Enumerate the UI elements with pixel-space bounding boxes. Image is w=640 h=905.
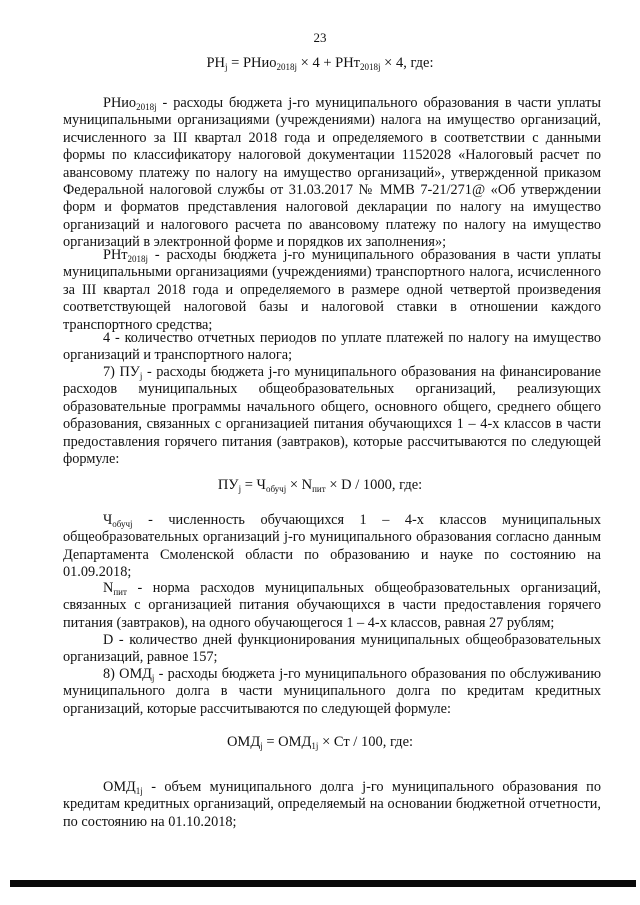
item-7	[63, 364, 601, 468]
formula-rn: $РН_j$ = РНио$_{2018j}$ × 4 + РНт$_{2018j}$ × 4, где:	[206, 55, 434, 72]
formula-pu-term-a-sub: обучj	[265, 484, 287, 494]
definition-d-text: D - количество дней функционирования муниципальных общеобразовательных организаций, равное 157;	[63, 632, 601, 666]
formula-omd-tail: × Ст / 100, где:	[322, 734, 414, 750]
definition-rnt-text: - расходы бюджета j-го муниципального образования в части уплаты муниципальными организациями (учреждениями) транспортного налога, исчисленного за III квартал 2018 года и определяемого в размере одной четвертой произведения соответствующей налоговой базы и налоговой ставки в отношении каждого транспортного средства;	[63, 247, 601, 333]
formula-pu-term-b-sub: пит	[312, 484, 326, 494]
formula-pu-lhs-sub: j	[238, 484, 242, 494]
item-8	[63, 666, 601, 718]
formula-rn-term-a-sub: 2018j	[276, 62, 298, 72]
formula-rn-term-a: РНио	[242, 55, 277, 71]
formula-omd-term-a: = ОМД	[266, 734, 312, 750]
formula-pu-tail: × D / 1000, где:	[329, 477, 423, 493]
definition-n-text: - норма расходов муниципальных общеобразовательных организаций, связанных с организацией питания обучающихся в части предоставления горячего питания (завтраков), на одного обучающегося 1 – 4-х классов, равная 27 рублям;	[63, 580, 601, 631]
formula-pu-term-a: = Ч	[244, 477, 266, 493]
formula-pu-lhs: ПУ	[217, 477, 239, 493]
definition-rnio-term: РНио	[103, 95, 137, 111]
formula-pu-term-b: × N	[289, 477, 313, 493]
definition-ch-sub: обучj	[112, 519, 133, 529]
formula-rn-lhs-sub: j	[225, 62, 228, 72]
page-number: 23	[313, 30, 327, 45]
definition-omd1-sub: 1j	[135, 786, 143, 796]
definition-omd1	[63, 779, 601, 831]
definition-n-term: N	[103, 580, 114, 596]
definition-n-sub: пит	[113, 587, 127, 597]
definition-rnt-sub: 2018j	[127, 254, 149, 264]
definition-rnio	[63, 95, 601, 252]
formula-rn-term-b: × 4 + РНт	[300, 55, 361, 71]
formula-rn-lhs: РН	[206, 55, 226, 71]
item-7-sub: j	[139, 371, 143, 381]
definition-rnt-term: РНт	[103, 247, 128, 263]
item-8-term: 8) ОМД	[103, 666, 152, 682]
definition-omd1-term: ОМД	[103, 779, 136, 795]
formula-omd-term-a-sub: 1j	[311, 741, 319, 751]
definition-rnio-sub: 2018j	[136, 102, 157, 112]
item-8-sub: j	[151, 673, 155, 683]
formula-rn-term-b-sub: 2018j	[360, 62, 381, 72]
formula-pu	[0, 477, 640, 494]
definition-ch-text: - численность обучающихся 1 – 4-х классов муниципальных общеобразовательных организаций j-го муниципального образования согласно данным Департамента Смоленской области по образованию и науке по состоянию на 01.09.2018;	[63, 512, 601, 581]
definition-n	[63, 580, 601, 632]
definition-four-text: 4 - количество отчетных периодов по уплате платежей по налогу на имущество организаций и транспортного налога;	[63, 330, 601, 364]
formula-omd-lhs: ОМД	[226, 734, 261, 750]
formula-omd	[0, 734, 640, 751]
formula-omd-lhs-sub: j	[260, 741, 263, 751]
item-7-term: 7) ПУ	[103, 364, 140, 380]
scan-bottom-edge	[10, 880, 636, 887]
definition-rnio-text: - расходы бюджета j-го муниципального образования в части уплаты муниципальными организациями (учреждениями) налога на имущество организаций, исчисленного за III квартал 2018 года и определяемого в соответствии с данными формы по классификатору налоговой документации 1152028 «Налоговый расчет по авансовому платежу по налогу на имущество организаций», утвержденной приказом Федеральной налоговой службы от 31.03.2017 № ММВ 7-21/271@ «Об утверждении форм и форматов представления налоговой декларации по налогу на имущество организаций и налогового расчета по авансовому платежу по налогу на имущество организаций в электронной форме и порядков их заполнения»;	[63, 95, 601, 251]
definition-rnt	[63, 247, 601, 334]
definition-ch-term: Ч	[103, 512, 113, 528]
definition-d	[63, 632, 601, 667]
definition-ch	[63, 512, 601, 582]
definition-four	[63, 330, 601, 365]
formula-rn-tail: × 4, где:	[384, 55, 434, 71]
item-8-text: - расходы бюджета j-го муниципального образования по обслуживанию муниципального долга в части муниципального долга по кредитам кредитных организаций, которые рассчитываются по следующей формуле:	[63, 666, 601, 717]
item-7-text: - расходы бюджета j-го муниципального образования на финансирование расходов муниципальных общеобразовательных организаций, реализующих образовательные программы начального общего, основного общего, среднего общего образования, связанных с организацией питания обучающихся 1 – 4-х классов в части предоставления горячего питания (завтраков), которые рассчитываются по следующей формуле:	[63, 364, 601, 468]
definition-omd1-text: - объем муниципального долга j-го муниципального образования по кредитам кредитных организаций, определяемый на основании бюджетной отчетности, по состоянию на 01.10.2018;	[63, 779, 601, 830]
